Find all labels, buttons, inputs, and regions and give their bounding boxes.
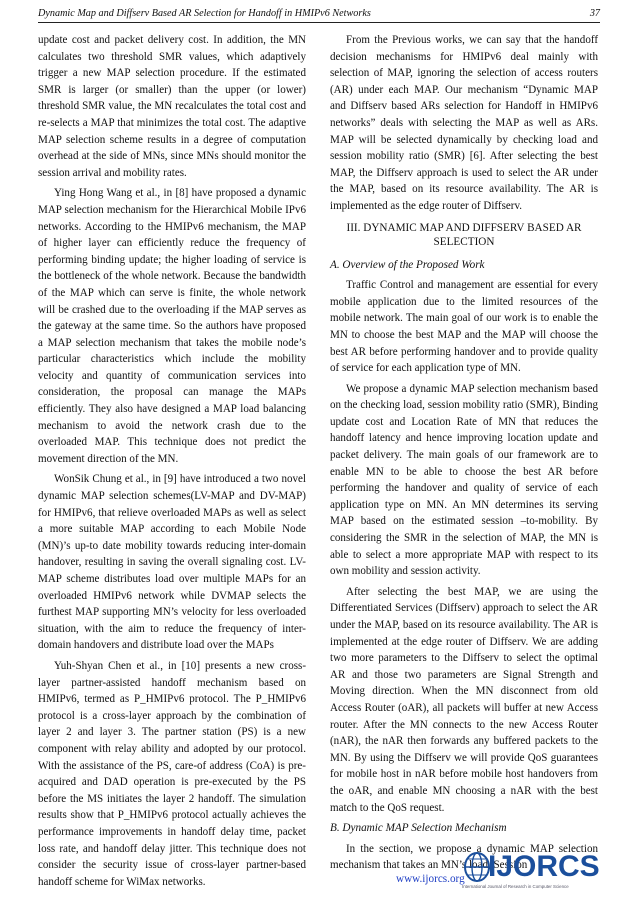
right-column bbox=[330, 32, 598, 878]
section-heading: III. DYNAMIC MAP AND DIFFSERV BASED AR SELECTION bbox=[346, 221, 582, 248]
paragraph: Yuh-Shyan Chen et al., in [10] presents a new cross-layer partner-assisted handoff mechanism based on HMIPv6, termed as P_HMIPv6 protocol. The P_HMIPv6 protocol is a cross-layer approach by the combination of layer 2 and layer 3. The partner station (PS) is a new component with relay ability and adopted by our protocol. With the assistance of the PS, care-of address (CoA) is pre-acquired and DAD operation is pre-executed by the PS before the MS initiates the layer 2 handoff. The simulation results show that P_HMIPv6 protocol actually achieves the performance improvements in handoff delay time, packet loss rate, and handoff delay jitter. This technique does not consider the security issue of cross-layer partner-based handoff scheme for WiMax networks. bbox=[38, 659, 306, 888]
journal-running-title: Dynamic Map and Diffserv Based AR Selection for Handoff in HMIPv6 Networks bbox=[38, 8, 371, 19]
paragraph: After selecting the best MAP, we are using the Differentiated Services (Diffserv) approach to select the AR under the MAP, based on its resource availability. The AR is implemented at the edge router of Diffserv. We are adding two more parameters to the Diffserv to select the optimal AR and those two parameters are Signal Strength and Moving direction. When the MN disconnect from old Access Router (oAR), all packets will buffer at new Access router. After the MN connects to the new Access Router (nAR), the nAR then forwards any buffered packets to the MN. By using the Diffserv we will provide QoS guarantees for mobile host in nAR before mobile host handovers from the oAR, and enable MN choosing a nAR with the best match to the QoS request. bbox=[330, 585, 598, 814]
paragraph: Traffic Control and management are essential for every mobile application due to the limited resources of the mobile network. The main goal of our work is to enable the MN to choose the best MAP and the MAP will choose the best AR before performing handover and to provide quality of service for each application type of MN. bbox=[330, 279, 598, 375]
running-header bbox=[38, 8, 600, 23]
paragraph: update cost and packet delivery cost. In addition, the MN calculates two threshold SMR values, which adaptively trigger a new MAP selection procedure. If the estimated SMR is larger (or smaller) than the upper (or lower) threshold SMR value, the MN recalculates the total cost and re-selects a MAP that minimizes the total cost. The adaptive MAP selection scheme results in a degree of computation overhead at the side of MNs, since MNs should monitor the session arrival and mobility rates. bbox=[38, 34, 306, 179]
paragraph: From the Previous works, we can say that the handoff decision mechanisms for HMIPv6 deal mainly with selection of MAP, ignoring the selection of access routers (AR) under each MAP. Our mechanism “Dynamic MAP and Diffserv based ARs selection for Handoff in HMIPv6 networks” deals with selecting the MAP as well as ARs. MAP will be selected dynamically by checking load and session mobility ratio (SMR) [6]. After selecting the best MAP, the Diffserv approach is used to select the AR under the MAP, based on its resource availability. The AR is implemented as the edge router of Diffserv. bbox=[330, 34, 598, 212]
paragraph: Ying Hong Wang et al., in [8] have proposed a dynamic MAP selection mechanism for the Hierarchical Mobile IPv6 networks. According to the HMIPv6 mechanism, the MAP of higher layer can efficiently reduce the frequency of performing binding update; the higher loading of service is the bottleneck of the whole network. Because the bandwidth of the MAP which can serve is finite, the whole network will be crashed due to the overloading if the MAP serves as the gateway at the same time. So the authors have proposed a MAP selection mechanism that takes the mobile node’s particular characteristics which include the mobility velocity and quantity of communication services into consideration, the proposal can manage the MAPs efficiently. They also have designed a MAP load balancing mechanism to avoid the network crash due to the overloaded MAP. This technique does not predict the movement direction of the MN. bbox=[38, 187, 306, 465]
paragraph: In the section, we propose a dynamic MAP selection mechanism that takes an MN’s load, Session bbox=[330, 842, 598, 872]
journal-url-link[interactable]: www.ijorcs.org bbox=[396, 873, 465, 885]
subsection-heading: B. Dynamic MAP Selection Mechanism bbox=[330, 822, 507, 835]
paragraph: We propose a dynamic MAP selection mechanism based on the checking load, session mobility ratio (SMR), Binding update cost and Location Rate of MN that reduces the handoff latency and hence improving location update and packet delivery. The main goals of our framework are to enable MN to be able to choose the best AR before performing the handover and quality of service of each application type on MN. An MN determines its serving MAP based on the estimated session –to-mobility. By considering the SMR in the selection of MAP, the MN is able to select a more appropriate MAP with respect to its own mobility and session activity. bbox=[330, 382, 598, 578]
logo-subtitle: International Journal of Research in Computer Science bbox=[462, 884, 569, 889]
paragraph: WonSik Chung et al., in [9] have introduced a two novel dynamic MAP selection schemes(LV-MAP and DV-MAP) for HMIPv6, that relieve overloaded MAPs as well as select a more suitable MAP according to each Mobile Node (MN)’s up-to date mobility towards reducing inter-domain handover, resulting in saving the overall signaling cost. LV-MAP scheme distributes load over multiple MAPs for an overloaded HMIPv6 network while DVMAP selects the furthest MAP supporting MN’s velocity for less overloaded situation, with the aim to reduce the frequency of inter-domain handovers and distribute load over the MAPs bbox=[38, 473, 306, 652]
page-number: 37 bbox=[589, 8, 600, 19]
subsection-heading: A. Overview of the Proposed Work bbox=[330, 258, 485, 271]
logo-wordmark: IJORCS bbox=[488, 850, 600, 883]
journal-logo bbox=[462, 848, 602, 894]
left-column bbox=[38, 32, 306, 894]
